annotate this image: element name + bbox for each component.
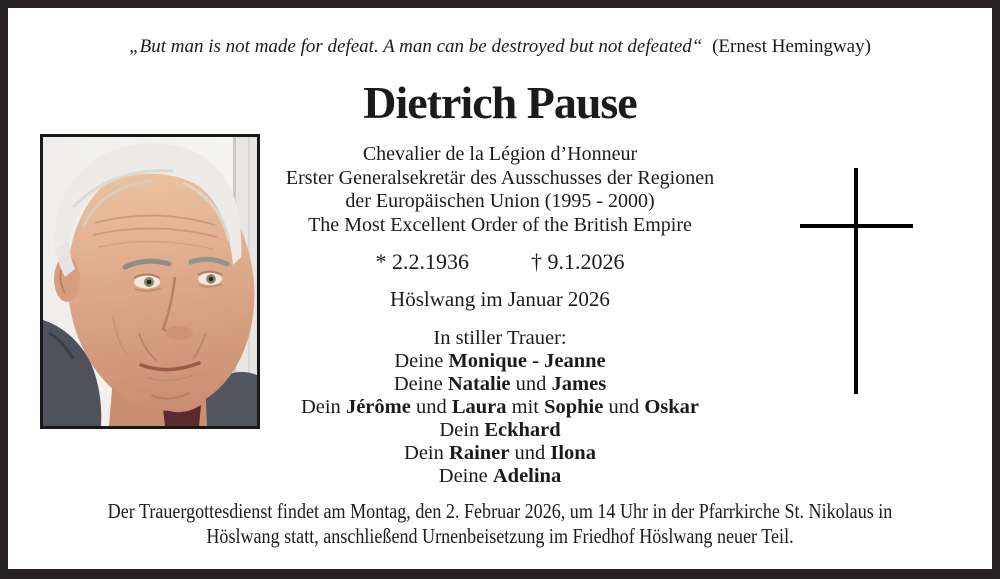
quote-attribution: (Ernest Hemingway) — [712, 36, 871, 57]
honor-line: der Europäischen Union (1995 - 2000) — [345, 190, 655, 212]
deceased-name: Dietrich Pause — [363, 77, 637, 128]
mourning-line: Dein Rainer und Ilona — [404, 442, 596, 464]
mourning-intro: In stiller Trauer: — [433, 327, 567, 349]
mourning-line: Deine Natalie und James — [393, 373, 607, 395]
service-line-1: Der Trauergottesdienst findet am Montag, den 2. Februar 2026, um 14 Uhr in der Pfarrkirche St. Nikolaus in — [107, 499, 893, 523]
honor-line: The Most Excellent Order of the British Empire — [308, 213, 692, 236]
mourning-line: Deine Monique - Jeanne — [394, 350, 606, 372]
mourning-line: Dein Jérôme und Laura mit Sophie und Oskar — [300, 396, 700, 418]
honor-line: Erster Generalsekretär des Ausschusses der Regionen — [285, 166, 715, 189]
mourning-line: Dein Eckhard — [439, 419, 561, 441]
service-line-2: Höslwang statt, anschließend Urnenbeisetzung im Friedhof Höslwang neuer Teil. — [206, 523, 794, 548]
quote — [0, 36, 1000, 58]
death-date: † 9.1.2026 — [531, 249, 625, 274]
place-line: Höslwang im Januar 2026 — [390, 287, 610, 311]
mourning-line: Deine Adelina — [438, 465, 562, 487]
life-dates — [0, 249, 1000, 275]
birth-date: * 2.2.1936 — [375, 249, 469, 274]
honors-list — [0, 143, 1000, 237]
mourning-block — [0, 327, 1000, 488]
honor-line: Chevalier de la Légion d’Honneur — [362, 143, 638, 165]
service-announcement — [0, 499, 1000, 548]
quote-text: „But man is not made for defeat. A man can be destroyed but not defeated“ — [129, 36, 703, 57]
